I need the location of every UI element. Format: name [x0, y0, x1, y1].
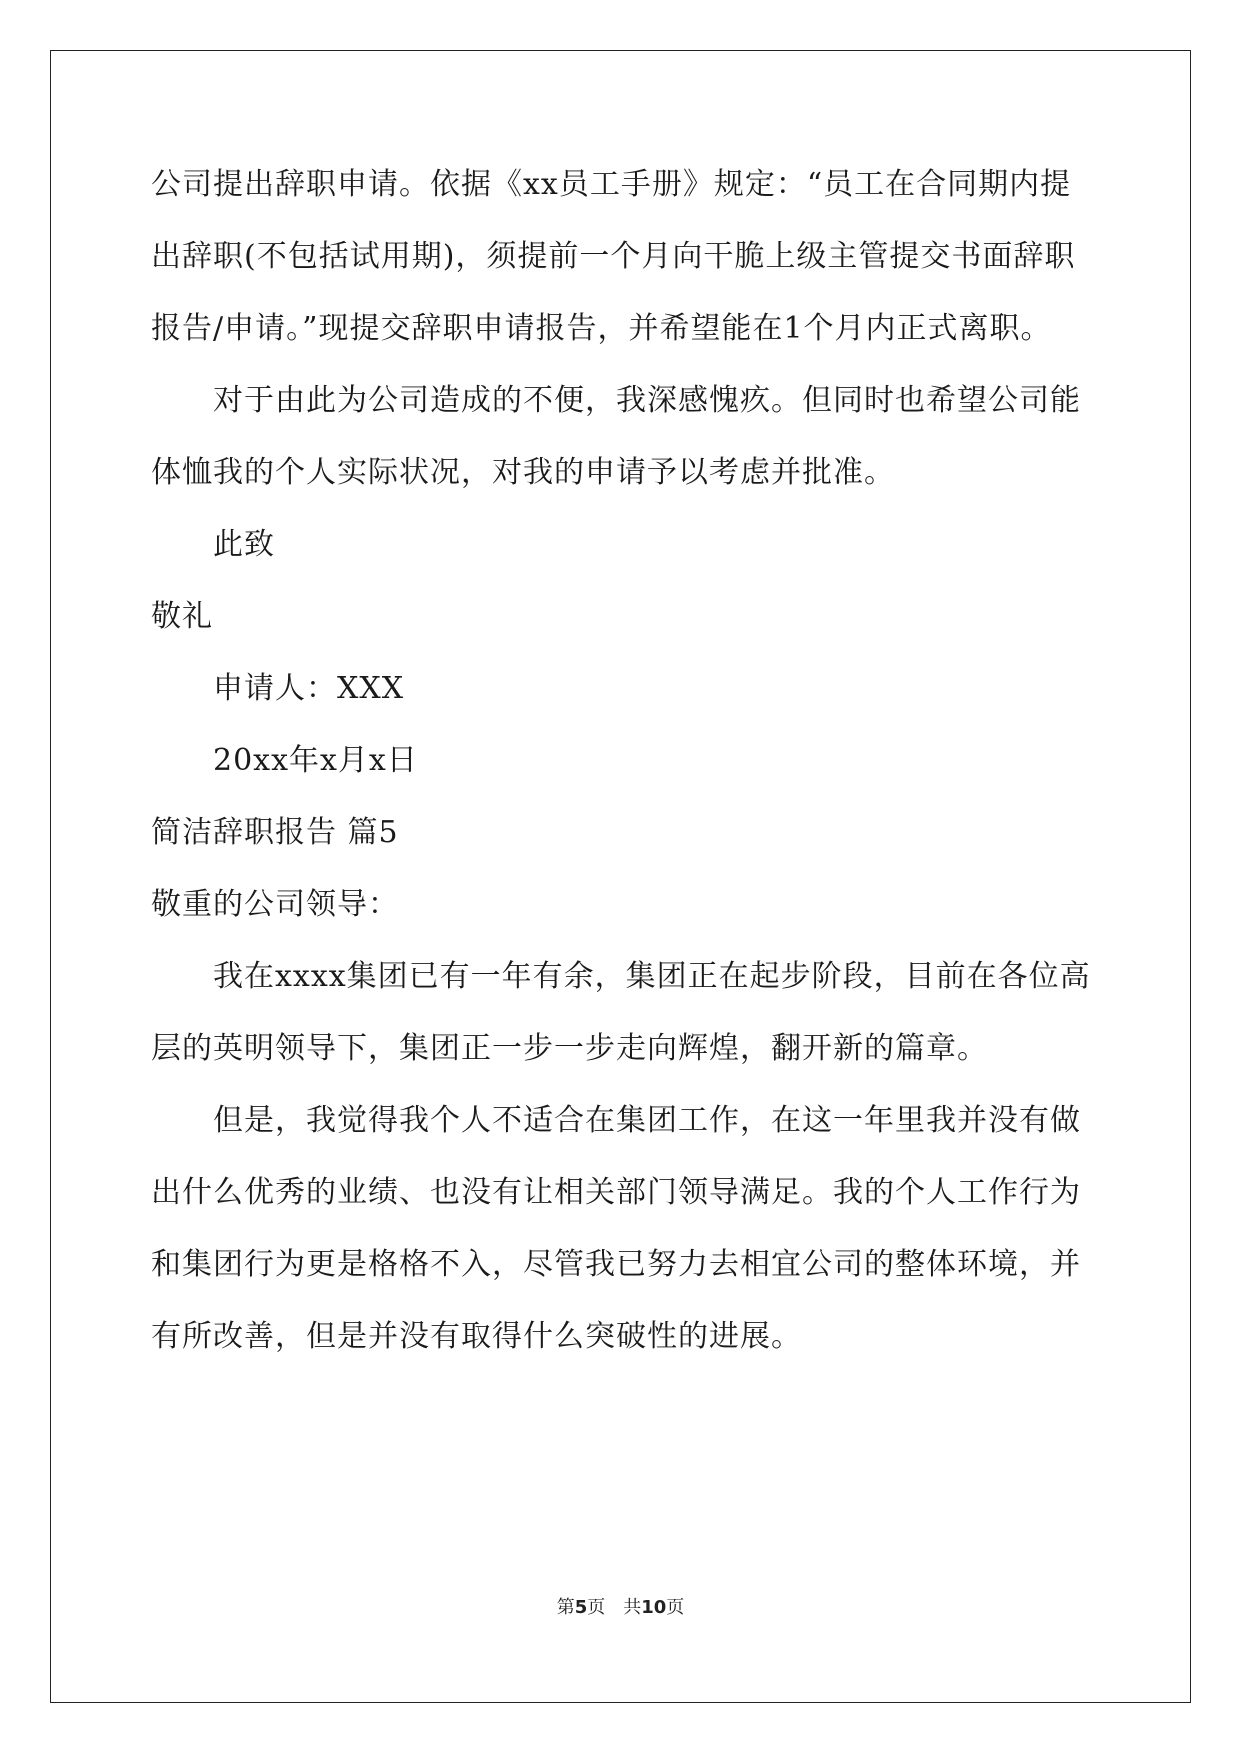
page-border — [50, 50, 1191, 1703]
page-suffix: 页 — [666, 1597, 685, 1618]
page-prefix: 第 — [556, 1597, 575, 1618]
text-line: 层的英明领导下，集团正一步一步走向辉煌，翻开新的篇章。 — [151, 1031, 988, 1066]
text-line: 对于由此为公司造成的不便，我深感愧疚。但同时也希望公司能 — [213, 383, 1081, 418]
section-heading: 简洁辞职报告 篇5 — [151, 815, 399, 850]
page-mid: 页 共 — [587, 1597, 642, 1618]
text-line: 公司提出辞职申请。依据《xx员工手册》规定：“员工在合同期内提 — [151, 167, 1072, 202]
page-total: 10 — [641, 1597, 667, 1618]
text-line: 有所改善，但是并没有取得什么突破性的进展。 — [151, 1319, 802, 1354]
closing-salutation: 此致 — [213, 527, 275, 562]
letter-date: 20xx年x月x日 — [213, 743, 418, 778]
text-line: 和集团行为更是格格不入，尽管我已努力去相宜公司的整体环境，并 — [151, 1247, 1081, 1282]
text-line: 体恤我的个人实际状况，对我的申请予以考虑并批准。 — [151, 455, 895, 490]
text-line: 出什么优秀的业绩、也没有让相关部门领导满足。我的个人工作行为 — [151, 1175, 1081, 1210]
page-current: 5 — [574, 1597, 588, 1618]
text-line: 但是，我觉得我个人不适合在集团工作，在这一年里我并没有做 — [213, 1103, 1081, 1138]
text-line: 我在xxxx集团已有一年有余，集团正在起步阶段，目前在各位高 — [213, 959, 1091, 994]
closing-regards: 敬礼 — [151, 599, 213, 634]
text-line: 出辞职(不包括试用期)，须提前一个月向干脆上级主管提交书面辞职 — [151, 239, 1076, 274]
letter-greeting: 敬重的公司领导： — [151, 887, 399, 922]
text-line: 报告/申请。”现提交辞职申请报告，并希望能在1个月内正式离职。 — [151, 311, 1052, 346]
page-footer — [0, 1593, 1241, 1619]
applicant-signature: 申请人：XXX — [213, 671, 405, 706]
